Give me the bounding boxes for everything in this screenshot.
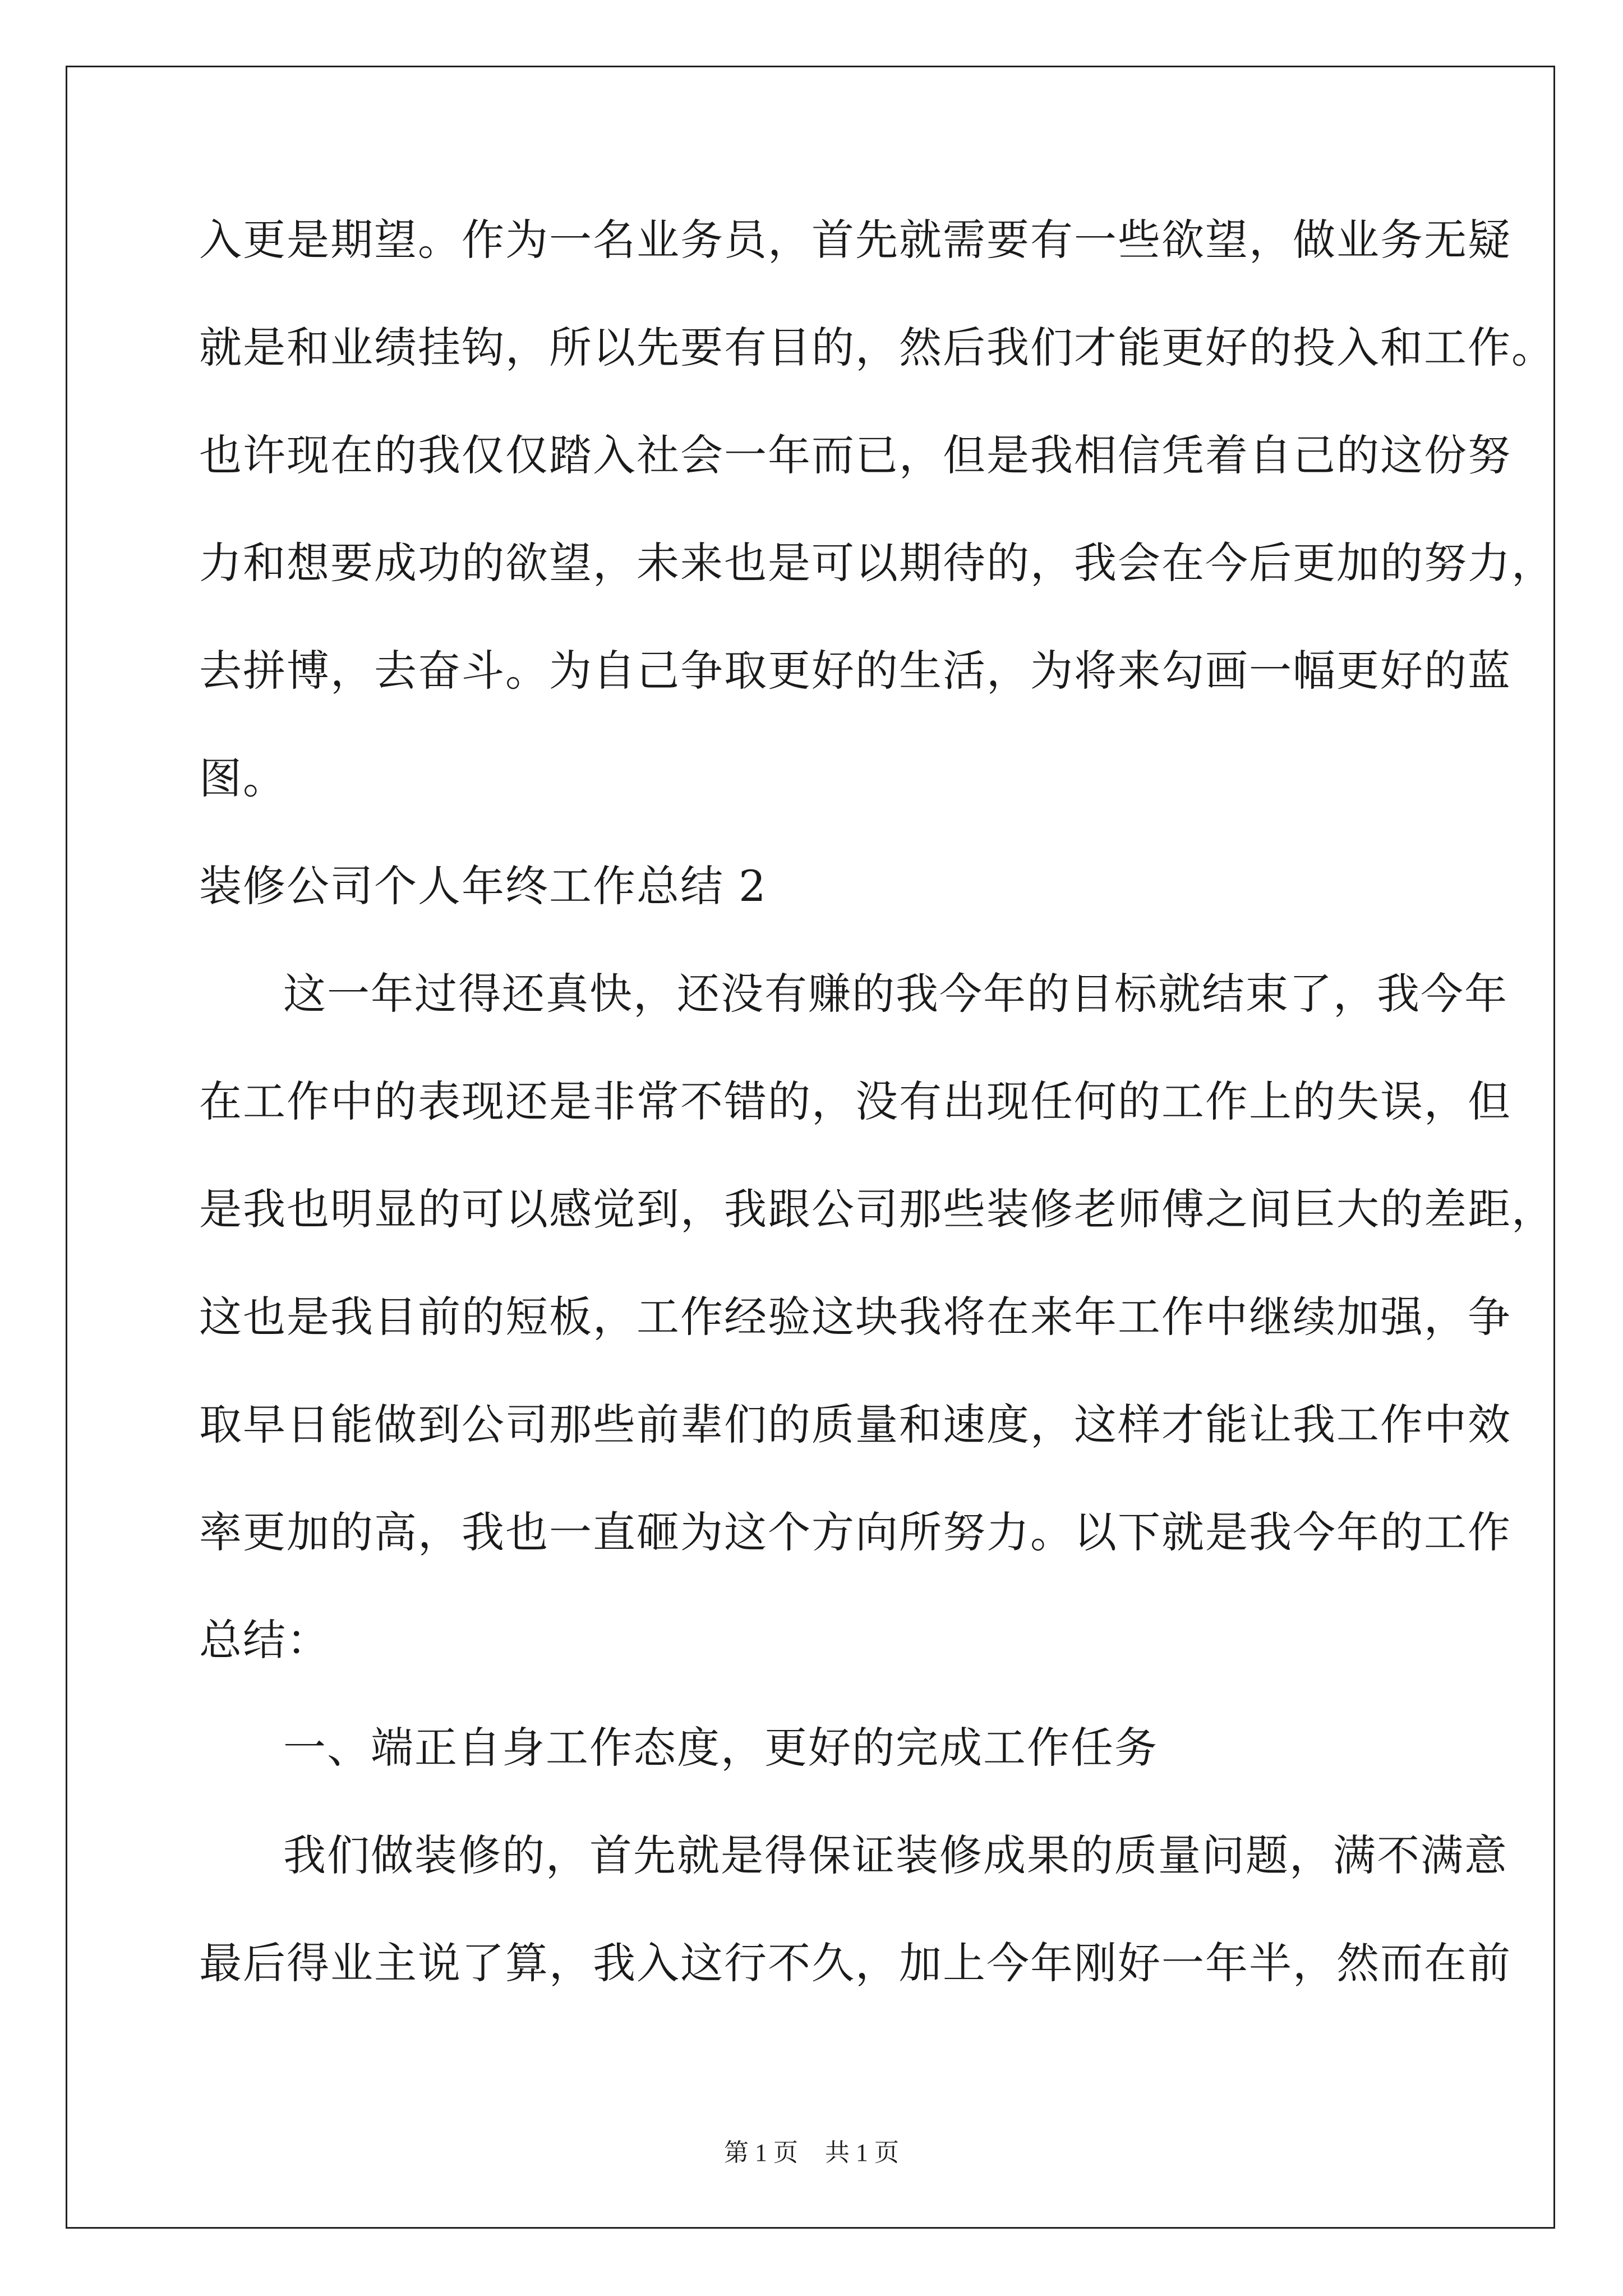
page-number: 第 1 页: [724, 2139, 798, 2166]
text-line: 图。: [199, 753, 287, 803]
text-line: 是我也明显的可以感觉到，我跟公司那些装修老师傅之间巨大的差距，: [199, 1184, 1555, 1234]
page-total: 共 1 页: [825, 2139, 899, 2166]
text-line: 这也是我目前的短板，工作经验这块我将在来年工作中继续加强，争: [199, 1292, 1511, 1342]
text-line: 这一年过得还真快，还没有赚的我今年的目标就结束了，我今年: [283, 969, 1508, 1019]
text-line: 率更加的高，我也一直砸为这个方向所努力。以下就是我今年的工作: [199, 1507, 1511, 1557]
text-line: 最后得业主说了算，我入这行不久，加上今年刚好一年半，然而在前: [199, 1938, 1511, 1988]
text-line: 入更是期望。作为一名业务员，首先就需要有一些欲望，做业务无疑: [199, 215, 1511, 265]
text-line: 力和想要成功的欲望，未来也是可以期待的，我会在今后更加的努力，: [199, 538, 1555, 588]
section-heading: 装修公司个人年终工作总结 2: [199, 861, 767, 911]
subsection-heading: 一、端正自身工作态度，更好的完成工作任务: [283, 1723, 1158, 1773]
document-body: [199, 213, 1555, 2044]
text-line: 我们做装修的，首先就是得保证装修成果的质量问题，满不满意: [283, 1830, 1508, 1880]
text-line: 也许现在的我仅仅踏入社会一年而已，但是我相信凭着自己的这份努: [199, 430, 1511, 480]
page-footer: [0, 2137, 1623, 2169]
text-line: 取早日能做到公司那些前辈们的质量和速度，这样才能让我工作中效: [199, 1400, 1511, 1450]
text-line: 总结：: [199, 1615, 330, 1665]
text-line: 在工作中的表现还是非常不错的，没有出现任何的工作上的失误，但: [199, 1076, 1511, 1126]
text-line: 就是和业绩挂钩，所以先要有目的，然后我们才能更好的投入和工作。: [199, 323, 1555, 372]
text-line: 去拼博，去奋斗。为自己争取更好的生活，为将来勾画一幅更好的蓝: [199, 646, 1511, 696]
